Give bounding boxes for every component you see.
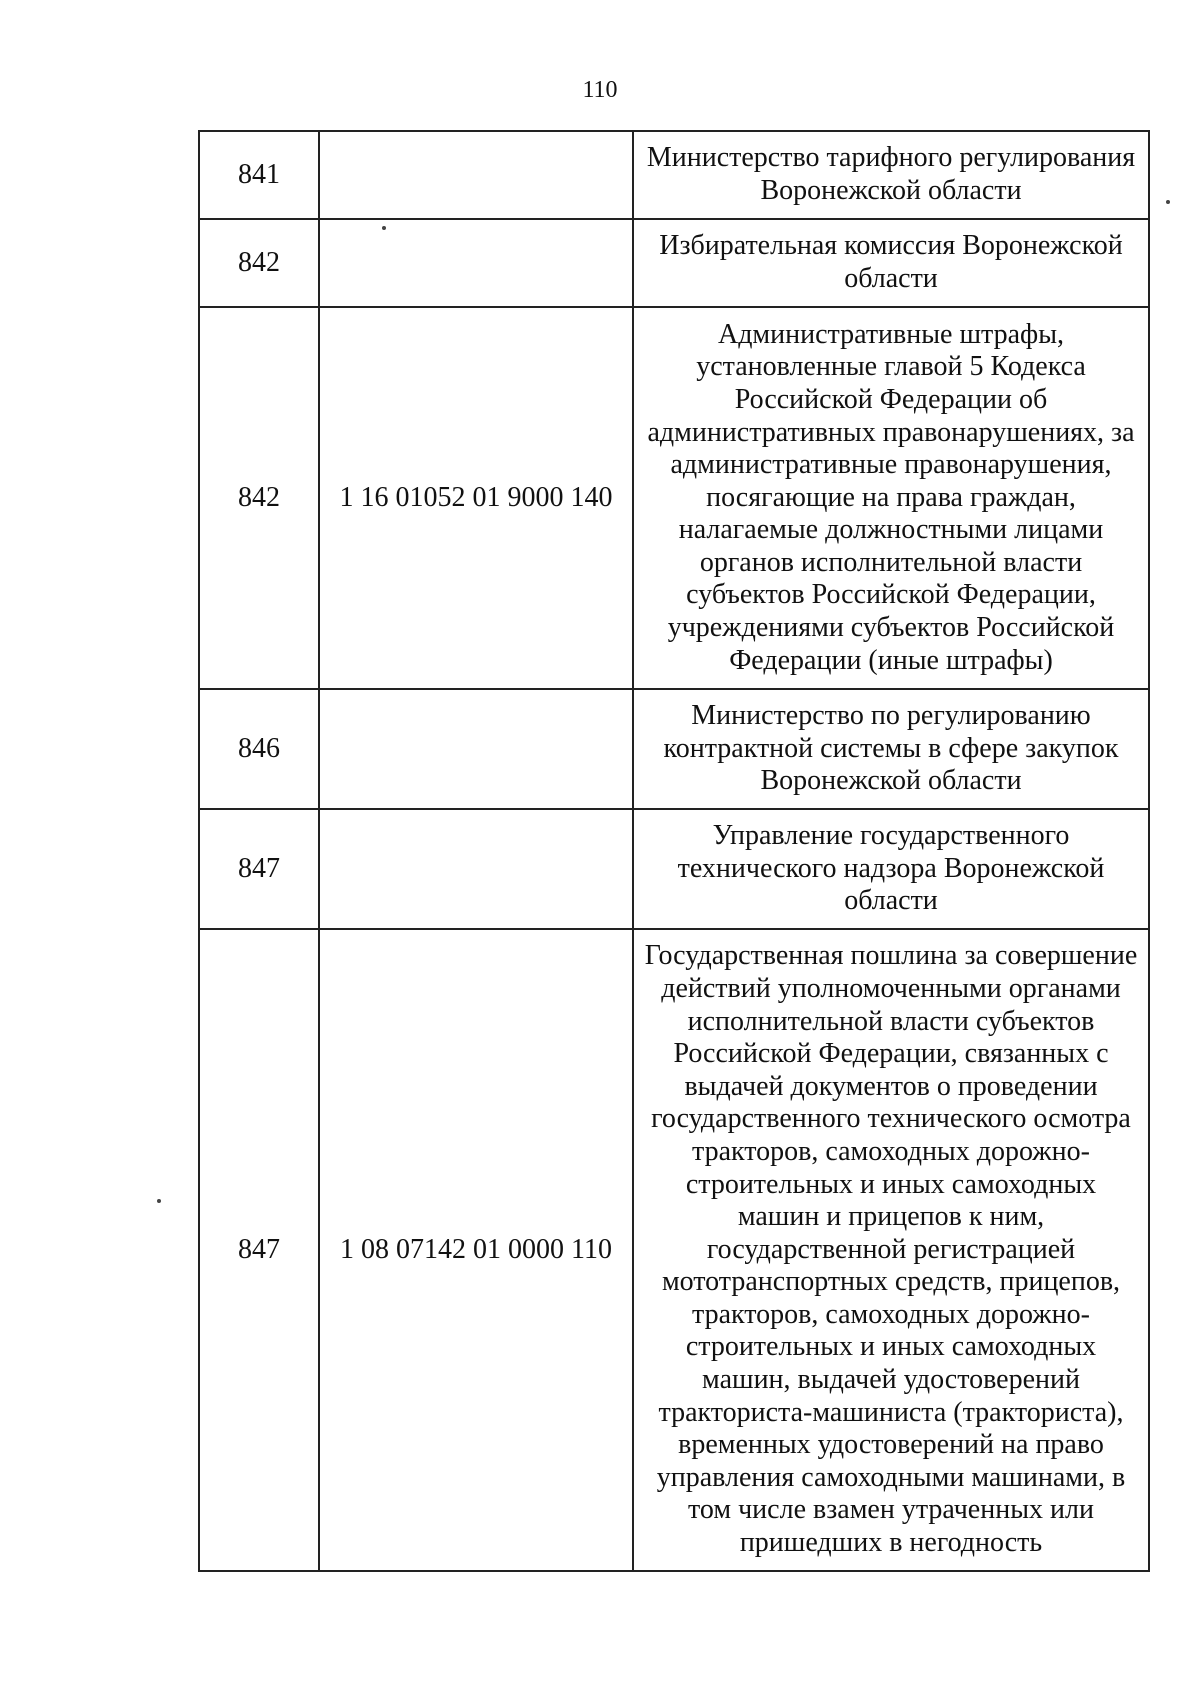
name-line: технического надзора Воронежской	[677, 852, 1105, 884]
name-line: пришедших в негодность	[739, 1527, 1043, 1559]
admin-code-cell: 847	[199, 929, 319, 1571]
name-line: административные правонарушения,	[670, 449, 1112, 481]
budget-code-cell: 1 08 07142 01 0000 110	[319, 929, 633, 1571]
name-line: органов исполнительной власти	[699, 546, 1083, 578]
table-row	[199, 219, 1149, 307]
name-cell	[633, 131, 1149, 219]
name-line: Административные штрафы,	[717, 318, 1065, 350]
name-line: посягающие на права граждан,	[706, 481, 1076, 513]
name-line: временных удостоверений на право	[678, 1429, 1104, 1461]
name-line: выдачей документов о проведении	[684, 1070, 1098, 1102]
name-line: Избирательная комиссия Воронежской	[659, 230, 1123, 262]
name-line: административных правонарушениях, за	[647, 416, 1135, 448]
name-line: действий уполномоченными органами	[661, 972, 1121, 1004]
name-line: учреждениями субъектов Российской	[667, 612, 1115, 644]
name-cell	[633, 689, 1149, 809]
name-line: Министерство тарифного регулирования	[646, 142, 1136, 174]
name-cell	[633, 929, 1149, 1571]
name-line: управления самоходными машинами, в	[656, 1461, 1126, 1493]
name-line: машин, выдачей удостоверений	[702, 1364, 1080, 1396]
admin-code-cell: 846	[199, 689, 319, 809]
name-line: установленные главой 5 Кодекса	[696, 351, 1086, 383]
name-line: строительных и иных самоходных	[685, 1331, 1097, 1363]
name-line: области	[844, 263, 938, 294]
budget-code-cell	[319, 219, 633, 307]
admin-code-cell: 841	[199, 131, 319, 219]
name-line: налагаемые должностными лицами	[678, 514, 1104, 546]
name-line: машин и прицепов к ним,	[737, 1201, 1045, 1233]
name-line: государственного технического осмотра	[651, 1103, 1131, 1135]
budget-code-cell	[319, 809, 633, 929]
name-line: Воронежской области	[760, 765, 1022, 797]
name-line: Российской Федерации, связанных с	[673, 1038, 1109, 1070]
name-line: мототранспортных средств, прицепов,	[661, 1266, 1121, 1298]
name-line: государственной регистрацией	[706, 1233, 1076, 1265]
name-line: строительных и иных самоходных	[685, 1168, 1097, 1200]
name-cell	[633, 219, 1149, 307]
scan-speck	[1166, 200, 1170, 204]
name-line: контрактной системы в сфере закупок	[663, 732, 1119, 764]
name-line: тракторов, самоходных дорожно-	[692, 1298, 1090, 1330]
name-line: области	[844, 885, 938, 917]
name-line: Федерации (иные штрафы)	[729, 644, 1053, 676]
budget-code-cell: 1 16 01052 01 9000 140	[319, 307, 633, 689]
name-cell	[633, 307, 1149, 689]
name-line: том числе взамен утраченных или	[688, 1494, 1094, 1526]
name-line: Управление государственного	[712, 820, 1070, 852]
budget-code-cell	[319, 689, 633, 809]
name-line: Министерство по регулированию	[691, 700, 1091, 732]
table-row	[199, 689, 1149, 809]
table-row	[199, 131, 1149, 219]
name-cell	[633, 809, 1149, 929]
name-line: исполнительной власти субъектов	[687, 1005, 1095, 1037]
name-line: тракториста-машиниста (тракториста),	[658, 1396, 1124, 1428]
scan-speck	[157, 1199, 161, 1203]
table-row	[199, 929, 1149, 1571]
page-number: 110	[582, 77, 618, 103]
name-line: субъектов Российской Федерации,	[686, 579, 1096, 611]
budget-classification-table	[198, 130, 1150, 1572]
table-row	[199, 307, 1149, 689]
admin-code-cell: 842	[199, 307, 319, 689]
name-line: Российской Федерации об	[734, 383, 1048, 415]
name-line: тракторов, самоходных дорожно-	[692, 1135, 1090, 1167]
budget-code-cell	[319, 131, 633, 219]
admin-code-cell: 842	[199, 219, 319, 307]
name-line: Воронежской области	[760, 175, 1022, 206]
admin-code-cell: 847	[199, 809, 319, 929]
name-line: Государственная пошлина за совершение	[644, 940, 1138, 972]
scan-speck	[382, 226, 386, 230]
table-row	[199, 809, 1149, 929]
